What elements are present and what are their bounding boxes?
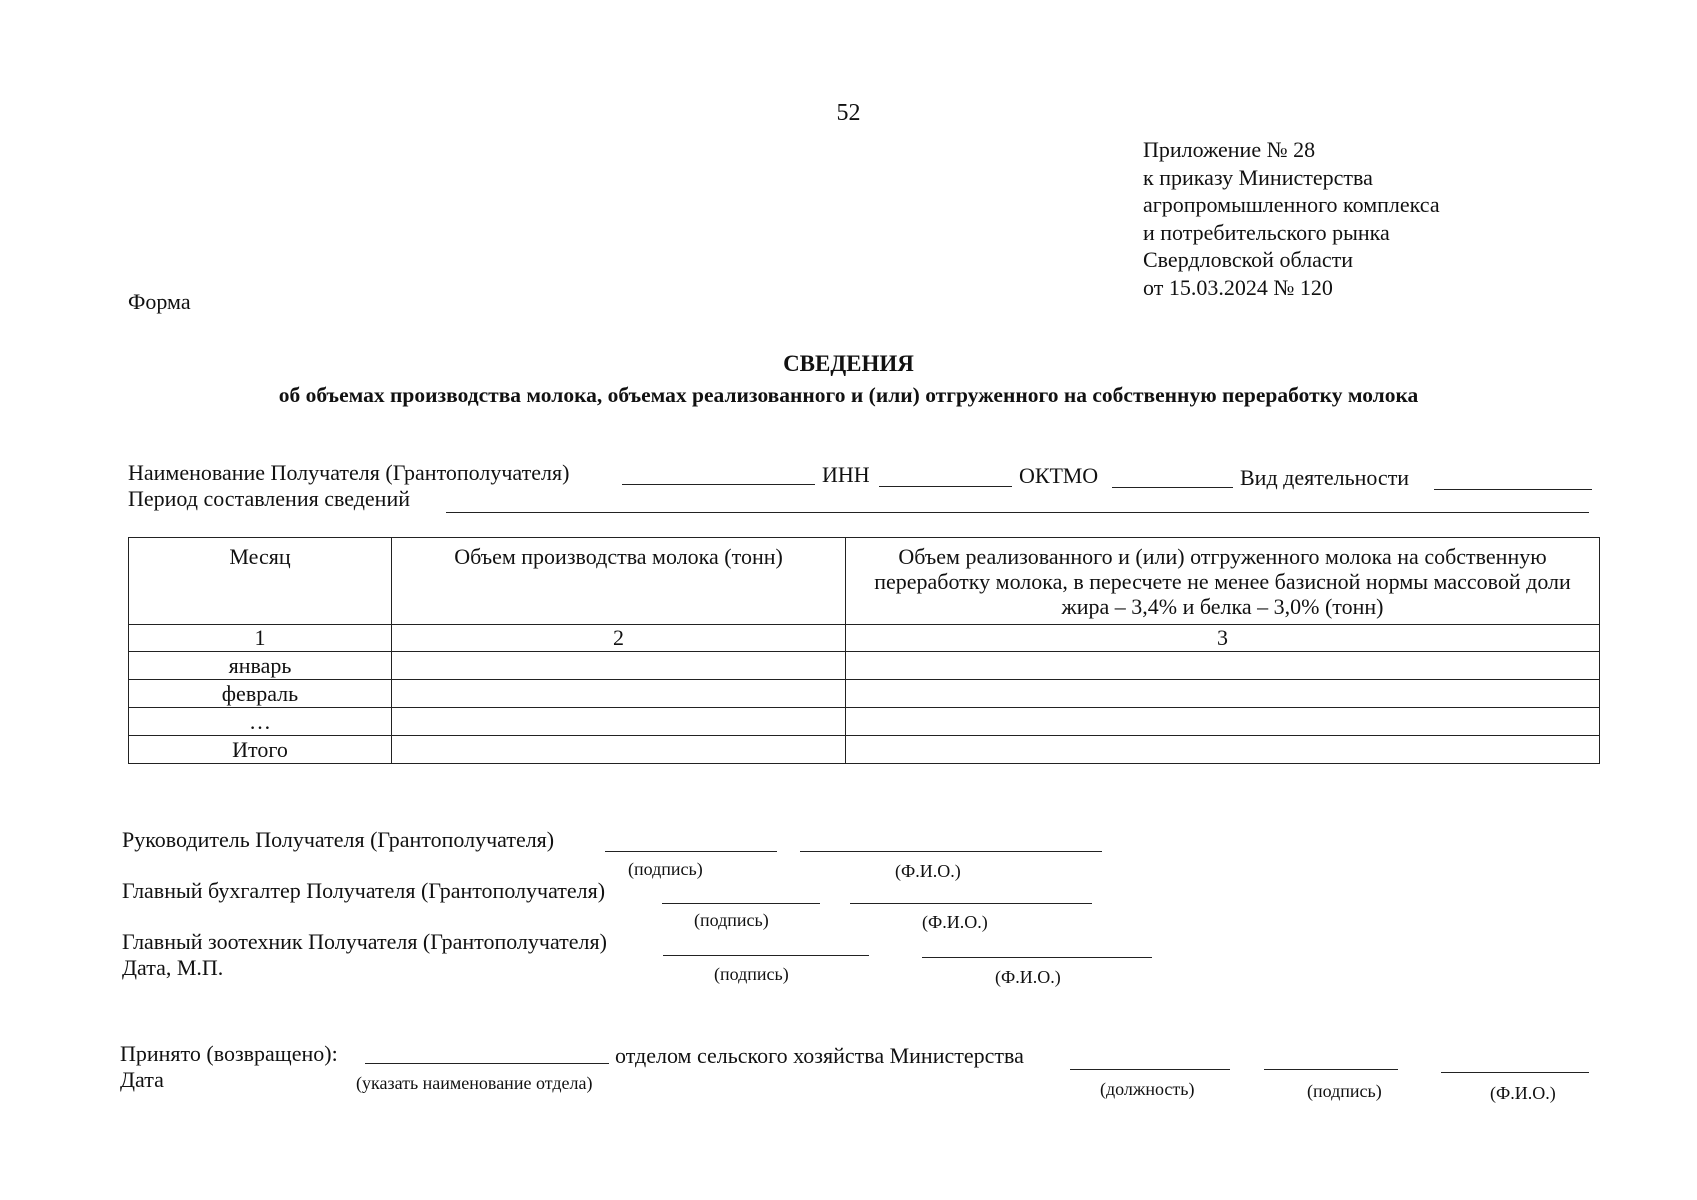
column-number: 1 [129,625,392,652]
table-row [129,680,1600,708]
acceptance-name-line[interactable] [1441,1072,1589,1073]
sold-cell[interactable] [846,680,1600,708]
department-text: отделом сельского хозяйства Министерства [615,1043,1024,1068]
recipient-name-label: Наименование Получателя (Грантополучателя) [128,460,570,485]
sold-cell[interactable] [846,708,1600,736]
signature-hint: (подпись) [714,964,789,984]
header-month: Месяц [129,538,392,625]
sold-cell[interactable] [846,652,1600,680]
header-sold: Объем реализованного и (или) отгруженного молока на собственную переработку молока, в пересчете не менее базисной нормы массовой доли жира – 3,4% и белка – 3,0% (тонн) [846,538,1600,625]
accepted-department-line[interactable] [365,1063,609,1064]
name-hint: (Ф.И.О.) [1490,1083,1556,1103]
acceptance-date-label: Дата [120,1067,164,1092]
milk-volume-table [128,537,1600,764]
signature-hint: (подпись) [694,910,769,930]
activity-field[interactable] [1434,489,1592,490]
name-hint: (Ф.И.О.) [922,912,988,932]
oktmo-label: ОКТМО [1019,463,1099,488]
production-cell[interactable] [392,680,846,708]
oktmo-field[interactable] [1112,487,1233,488]
annex-line: Свердловской области [1143,247,1353,272]
zootechnician-name-line[interactable] [922,957,1152,958]
accepted-label: Принято (возвращено): [120,1041,338,1066]
position-line[interactable] [1070,1069,1230,1070]
head-name-line[interactable] [800,851,1102,852]
sold-cell[interactable] [846,736,1600,764]
accountant-name-line[interactable] [850,903,1092,904]
head-signature-label: Руководитель Получателя (Грантополучателя) [122,827,555,852]
month-cell: Итого [129,736,392,764]
form-label: Форма [128,289,191,314]
production-cell[interactable] [392,652,846,680]
month-cell: январь [129,652,392,680]
table-row [129,736,1600,764]
annex-line: от 15.03.2024 № 120 [1143,274,1333,300]
annex-line: агропромышленного комплекса [1143,192,1440,217]
name-hint: (Ф.И.О.) [995,967,1061,987]
header-production: Объем производства молока (тонн) [392,538,846,625]
table-header-row [129,538,1600,625]
zootechnician-signature-label: Главный зоотехник Получателя (Грантополучателя) [122,929,607,954]
date-stamp-label: Дата, М.П. [122,955,224,980]
annex-line: Приложение № 28 [1143,137,1316,162]
recipient-name-field[interactable] [622,484,815,485]
annex-line: и потребительского рынка [1143,219,1390,245]
annex-block [1143,136,1440,301]
period-field[interactable] [446,512,1589,513]
production-cell[interactable] [392,708,846,736]
acceptance-signature-line[interactable] [1264,1069,1398,1070]
inn-field[interactable] [879,486,1012,487]
head-signature-line[interactable] [605,851,777,852]
table-row [129,652,1600,680]
department-hint: (указать наименование отдела) [356,1073,593,1093]
accountant-signature-label: Главный бухгалтер Получателя (Грантополучателя) [122,878,606,903]
signature-hint: (подпись) [1307,1081,1382,1101]
signature-hint: (подпись) [628,859,703,879]
zootechnician-signature-line[interactable] [663,955,869,956]
annex-line: к приказу Министерства [1143,164,1373,190]
position-hint: (должность) [1100,1079,1195,1099]
inn-label: ИНН [822,462,870,487]
name-hint: (Ф.И.О.) [895,861,961,881]
month-cell: … [129,708,392,736]
production-cell[interactable] [392,736,846,764]
document-title: СВЕДЕНИЯ [783,351,914,376]
month-cell: февраль [129,680,392,708]
period-label: Период составления сведений [128,486,410,511]
column-number: 3 [846,625,1600,652]
column-number-row [129,625,1600,652]
accountant-signature-line[interactable] [662,903,820,904]
page-number: 52 [836,100,861,126]
activity-label: Вид деятельности [1240,465,1410,490]
column-number: 2 [392,625,846,652]
table-row [129,708,1600,736]
document-subtitle: об объемах производства молока, объемах реализованного и (или) отгруженного на собственную переработку молока [278,383,1419,407]
